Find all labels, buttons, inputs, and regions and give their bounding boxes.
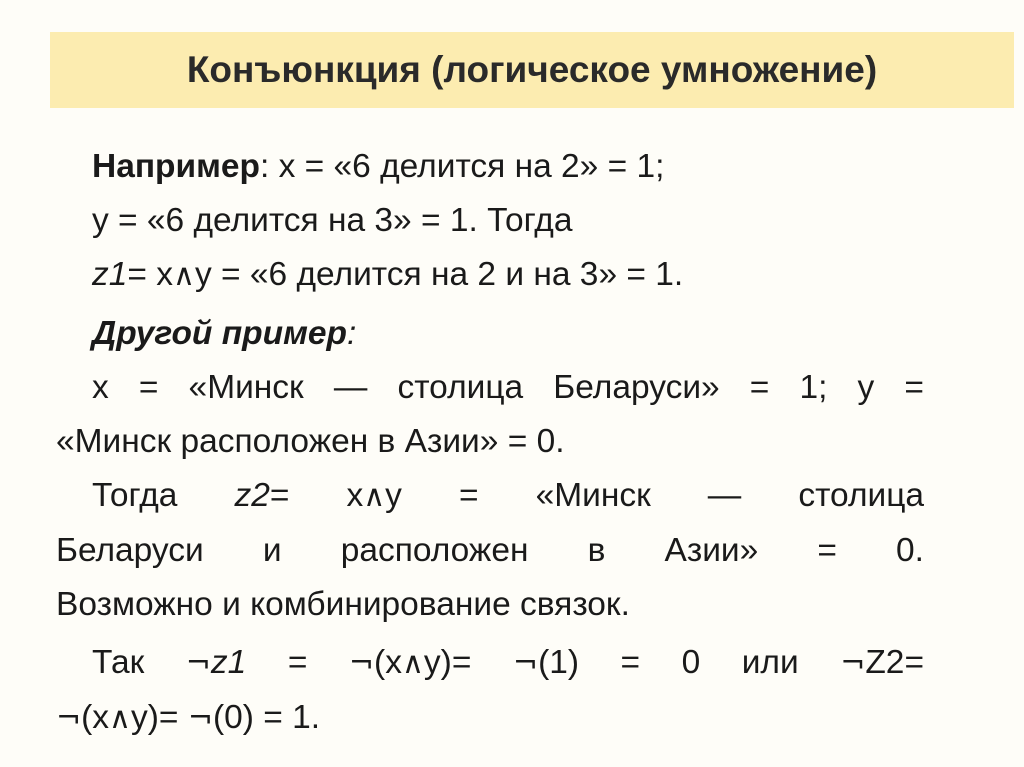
- eq-text: y = «6 делится на 2 и на 3» = 1.: [194, 256, 684, 293]
- then-word: Тогда: [92, 477, 178, 514]
- eq-text: (0) = 1.: [212, 699, 321, 736]
- example-3-line-2: [56, 691, 924, 746]
- example-1-line-3: [56, 248, 924, 303]
- eq-text: = x: [127, 256, 174, 293]
- eq-text: = x: [269, 477, 364, 514]
- eq-text: (1) = 0 или: [538, 644, 799, 681]
- z1-variable: z1: [92, 256, 128, 293]
- example-3: [56, 636, 924, 746]
- example-1-line-2: y = «6 делится на 3» = 1. Тогда: [92, 202, 573, 239]
- not-symbol: ¬: [840, 646, 866, 681]
- and-symbol: ∧: [173, 258, 195, 293]
- eq-text: =: [287, 644, 308, 681]
- eq-text: y)=: [423, 644, 472, 681]
- example-2-heading: [56, 307, 924, 361]
- slide-title: Конъюнкция (логическое умножение): [186, 49, 878, 90]
- example-2-line-3: [56, 469, 924, 524]
- example-2-line-2: «Минск расположен в Азии» = 0.: [56, 423, 565, 460]
- example-1: [56, 140, 924, 303]
- example-1-text: : x = «6 делится на 2» = 1;: [260, 148, 665, 185]
- not-symbol: ¬: [348, 646, 375, 681]
- and-symbol: ∧: [363, 479, 386, 514]
- not-symbol: ¬: [185, 646, 211, 681]
- other-example-label: Другой пример: [92, 315, 347, 352]
- and-symbol: ∧: [401, 646, 424, 681]
- example-2-line-4: Беларуси и расположен в Азии» = 0.: [56, 532, 924, 569]
- not-symbol: ¬: [187, 701, 213, 736]
- example-3-line-1: [56, 636, 924, 691]
- not-symbol: ¬: [512, 646, 539, 681]
- colon: :: [346, 315, 357, 352]
- example-1-line-1: [56, 140, 924, 194]
- eq-text: y = «Минск — столица: [385, 477, 925, 514]
- example-2-line-5: Возможно и комбинирование связок.: [56, 586, 630, 623]
- eq-text: (x: [81, 699, 110, 736]
- example-2: [56, 307, 924, 632]
- slide-body: [56, 140, 924, 750]
- not-symbol: ¬: [56, 701, 82, 736]
- eq-text: y)=: [131, 699, 179, 736]
- and-symbol: ∧: [109, 701, 132, 736]
- z2-variable: z2: [234, 477, 270, 514]
- eq-text: (x: [374, 644, 402, 681]
- z1-variable: z1: [210, 644, 247, 681]
- z2-caps: Z2=: [865, 644, 925, 681]
- tak-word: Так: [92, 644, 145, 681]
- example-label: Например: [92, 148, 260, 185]
- example-2-line-1: x = «Минск — столица Беларуси» = 1; y =: [92, 369, 924, 406]
